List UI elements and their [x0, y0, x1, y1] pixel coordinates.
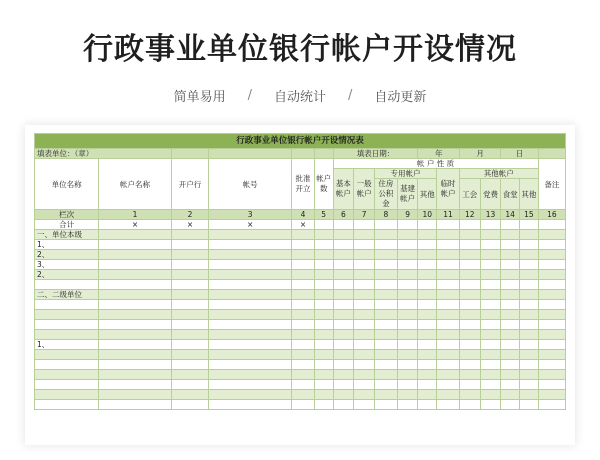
row-item: 1、: [35, 240, 99, 250]
table-row: [35, 270, 566, 280]
tag-auto-update: 自动更新: [374, 90, 427, 105]
col-temporary: 临时帐户: [437, 169, 460, 210]
index-number: 14: [501, 210, 520, 220]
date-year: 年: [418, 149, 459, 159]
index-number: 15: [520, 210, 539, 220]
index-number: 4: [292, 210, 315, 220]
index-number: 9: [397, 210, 418, 220]
date-label: 填表日期：: [333, 149, 418, 159]
row-item: 2、: [35, 270, 99, 280]
table-row: [35, 360, 566, 370]
section-title: 一、单位本级: [35, 230, 99, 240]
page-title: 行政事业单位银行帐户开设情况: [83, 32, 517, 67]
table-row: [35, 260, 566, 270]
col-housing-fund: 住房公积金: [374, 179, 397, 210]
table-row: [35, 390, 566, 400]
total-mark: ×: [292, 220, 315, 230]
tag-easy: 简单易用: [173, 90, 226, 105]
col-canteen: 食堂: [501, 179, 520, 210]
index-label: 栏次: [35, 210, 99, 220]
row-item: 2、: [35, 250, 99, 260]
special-accounts-header: 专用帐户: [374, 169, 436, 179]
index-number: 2: [171, 210, 208, 220]
tag-separator: /: [247, 88, 252, 103]
total-mark: ×: [171, 220, 208, 230]
total-row: [35, 220, 566, 230]
tag-auto-stats: 自动统计: [273, 90, 326, 105]
other-accounts-header: 其他帐户: [459, 169, 538, 179]
col-account-name: 帐户名称: [99, 159, 172, 210]
index-number: 13: [480, 210, 501, 220]
col-construction: 基建帐户: [397, 179, 418, 210]
index-number: 16: [538, 210, 565, 220]
index-row: [35, 210, 566, 220]
index-number: 11: [437, 210, 460, 220]
row-item: 1、: [35, 340, 99, 350]
date-month: 月: [459, 149, 500, 159]
index-number: 6: [333, 210, 354, 220]
index-number: 8: [374, 210, 397, 220]
col-approved: 批准开立: [292, 159, 315, 210]
col-bank: 开户行: [171, 159, 208, 210]
col-remark: 备注: [538, 159, 565, 210]
table-row: [35, 330, 566, 340]
index-number: 3: [209, 210, 292, 220]
table-row: [35, 400, 566, 410]
col-general: 一般帐户: [354, 169, 375, 210]
col-account-count: 帐户数: [314, 159, 333, 210]
account-table: [34, 133, 566, 410]
table-row: [35, 380, 566, 390]
table-row: [35, 280, 566, 290]
table-row: [35, 300, 566, 310]
index-number: 10: [418, 210, 437, 220]
table-row: [35, 320, 566, 330]
col-account-no: 帐号: [209, 159, 292, 210]
section-title: 二、二级单位: [35, 290, 99, 300]
col-party-fee: 党费: [480, 179, 501, 210]
col-union: 工会: [459, 179, 480, 210]
table-row: [35, 340, 566, 350]
table-row: [35, 350, 566, 360]
total-mark: ×: [209, 220, 292, 230]
feature-tags: [0, 86, 600, 105]
col-basic: 基本帐户: [333, 169, 354, 210]
total-mark: ×: [99, 220, 172, 230]
table-row: [35, 230, 566, 240]
index-number: 5: [314, 210, 333, 220]
unit-label: 填表单位：（章）: [35, 149, 172, 159]
col-other-other: 其他: [520, 179, 539, 210]
table-row: [35, 240, 566, 250]
account-nature-header: 帐 户 性 质: [333, 159, 538, 169]
table-row: [35, 370, 566, 380]
col-unit-name: 单位名称: [35, 159, 99, 210]
table-row: [35, 290, 566, 300]
table-row: [35, 250, 566, 260]
col-special-other: 其他: [418, 179, 437, 210]
total-label: 合计: [35, 220, 99, 230]
table-row: [35, 310, 566, 320]
table-title: 行政事业单位银行帐户开设情况表: [35, 134, 566, 149]
date-day: 日: [501, 149, 538, 159]
spreadsheet: [34, 133, 566, 410]
index-number: 7: [354, 210, 375, 220]
tag-separator: /: [348, 88, 353, 103]
index-number: 12: [459, 210, 480, 220]
index-number: 1: [99, 210, 172, 220]
row-item: 3、: [35, 260, 99, 270]
